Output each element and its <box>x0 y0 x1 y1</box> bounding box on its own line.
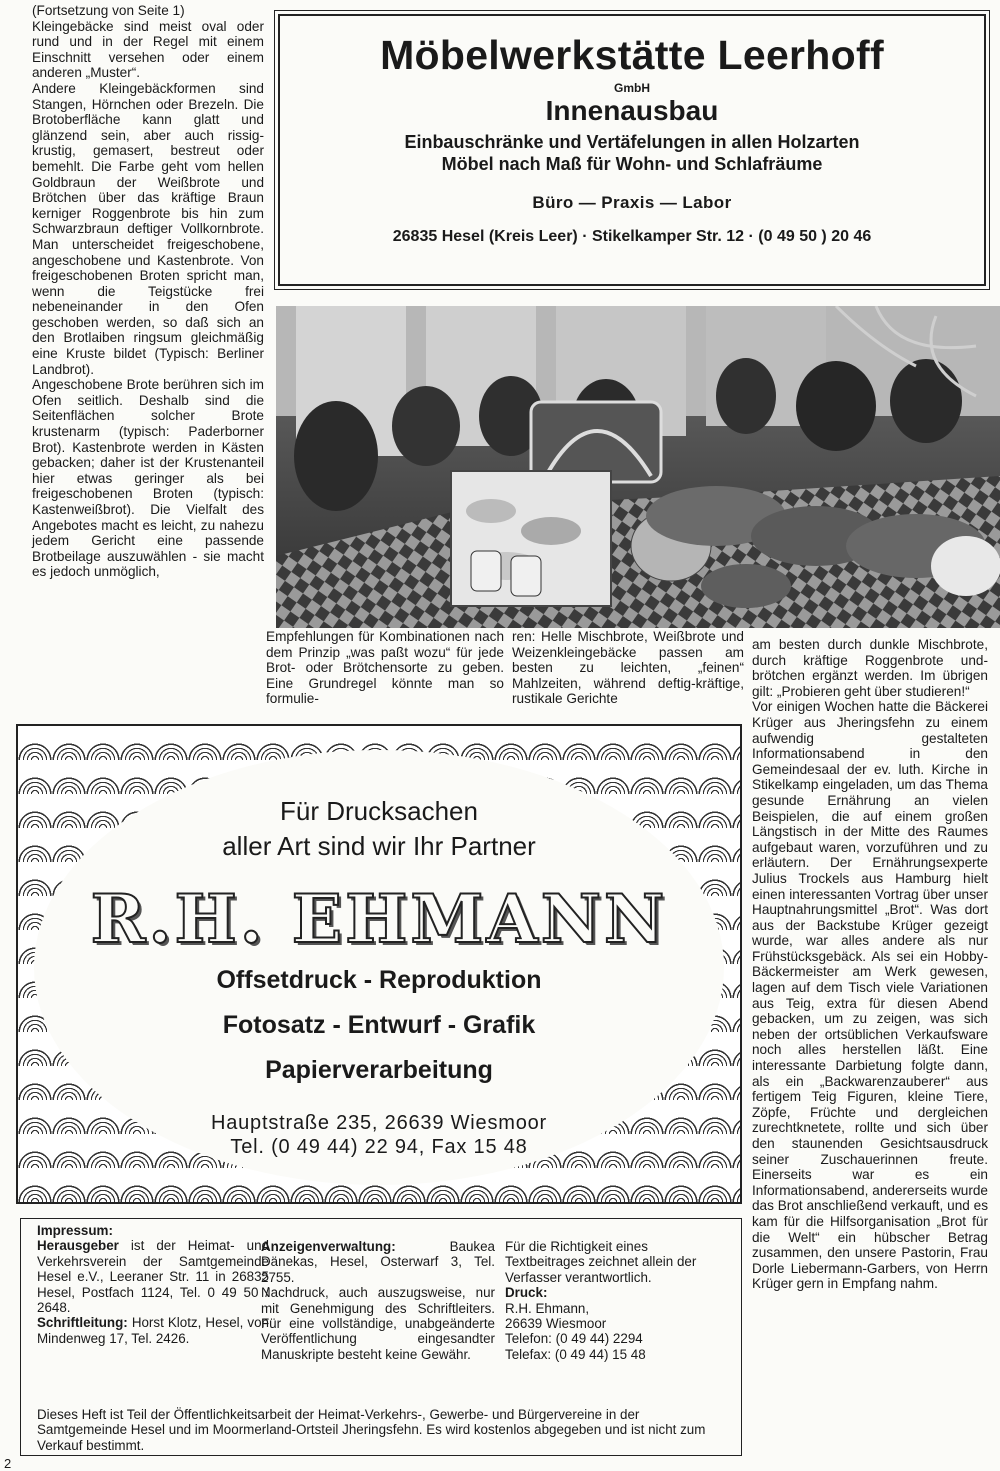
ad-ehmann-line2: aller Art sind wir Ihr Partner <box>222 831 536 861</box>
article-left-column: (Fortsetzung von Seite 1) Kleingebäcke sind meist oval oder rund und in der Regel mit einem Einschnitt versehen oder einem anderen „Muster“. Andere Kleingebäckformen sind Stangen, Hörnchen oder Brezeln. Die Brotoberfläche kann glatt und glänzend sein, aber auch rissig-krustig, gemasert, bestreut oder bemehlt. Die Farbe geht vom hellen Goldbraun der Weißbrote und Brötchen über das kräftige Braun kerniger Roggenbrote bis hin zum Schwarzbraun deftiger Vollkornbrote. Man unterscheidet freigeschobene, angeschobene und Kastenbrote. Von freigeschobenen Broten spricht man, wenn die Teigstücke frei nebeneinander in den Ofen geschoben werden, so daß sich an den Brotlaiben ringsum gleichmäßig eine Kruste bildet (Typisch: Berliner Landbrot). Angeschobene Brote berühren sich im Ofen seitlich. Deshalb sind die Seitenflächen solcher Brote krustenarm (typisch: Paderborner Brot). Kastenbrote werden in Kästen gebacken; daher ist der Krustenanteil hier etwas geringer als bei freigeschobenen Broten (typisch: Kastenweißbrot). Die Vielfalt des Angebotes macht es leicht, zu nahezu jedem Gericht eine passende Brotbeilage auszuwählen - sie macht es jedoch unmöglich, <box>32 3 264 580</box>
impressum-anzeigen-text: Baukea Dänekas, Hesel, Osterwarf 3, Tel. 2755. Nachdruck, auch auszugsweise, nur mit Genehmigung des Schriftleiters. Für eine vollständige, unabgeänderte Veröffentlichung eingesandter Manuskripte besteht keine Gewähr. <box>261 1239 495 1362</box>
impressum-anzeigen-label: Anzeigenverwaltung: <box>261 1239 396 1254</box>
ad-ehmann-address: Hauptstraße 235, 26639 Wiesmoor <box>210 1112 548 1134</box>
ad-ehmann-line1: Für Drucksachen <box>280 796 478 826</box>
impressum-col1 <box>37 1223 269 1346</box>
ad-ehmann-phone: Tel. (0 49 44) 22 94, Fax 15 48 <box>230 1136 528 1158</box>
ad-ehmann-service3: Papierverarbeitung <box>265 1056 493 1084</box>
ad-rh-ehmann <box>16 724 742 1204</box>
ad-ehmann-brand: R.H. EHMANN <box>90 880 668 958</box>
ad-leerhoff-name: Möbelwerkstätte Leerhoff <box>380 32 884 78</box>
page-number: 2 <box>4 1456 12 1471</box>
ad-leerhoff-address: 26835 Hesel (Kreis Leer) · Stikelkamper Str. 12 · (0 49 50 ) 20 46 <box>392 228 872 245</box>
article-column-2: Empfehlungen für Kombinationen nach dem Prinzip „was paßt wozu“ für jede Brot- oder Brötchensorte zu geben. Eine Grundregel könnte man so formulie- <box>266 629 504 707</box>
impressum-title: Impressum: <box>37 1223 113 1238</box>
ad-ehmann-service2: Fotosatz - Entwurf - Grafik <box>222 1011 536 1039</box>
ad-leerhoff-subtitle: Innenausbau <box>545 95 719 126</box>
ad-moebelwerkstaette-leerhoff <box>278 14 986 286</box>
impressum-footer: Dieses Heft ist Teil der Öffentlichkeitsarbeit der Heimat-Verkehrs-, Gewerbe- und Bürgervereine in der Samtgemeinde Hesel und im Moormerland-Ortsteil Jheringsfehn. Es wird kostenlos abgegeben und ist nicht zum Verkauf bestimmt. <box>37 1407 706 1453</box>
impressum-richtigkeit-text: Für die Richtigkeit eines Textbeitrages zeichnet allein der Verfasser verantwortlich. <box>505 1239 697 1285</box>
impressum-herausgeber-text: ist der Heimat- und Verkehrsverein der Samtgemeinde Hesel e.V., Leeraner Str. 11 in 26835 Hesel, Postfach 1124, Tel. 0 49 50 / 2648. <box>37 1238 269 1316</box>
impressum-druck-label: Druck: <box>505 1285 548 1301</box>
impressum-herausgeber-label: Herausgeber <box>37 1238 119 1254</box>
ad-leerhoff-legal: GmbH <box>614 81 650 95</box>
event-photo <box>276 306 1000 628</box>
ad-leerhoff-line2: Möbel nach Maß für Wohn- und Schlafräume <box>441 154 823 174</box>
ad-ehmann-oval <box>34 750 724 1185</box>
ad-leerhoff-line1: Einbauschränke und Vertäfelungen in allen Holzarten <box>404 132 860 152</box>
article-column-3: ren: Helle Mischbrote, Weißbrote und Weizenkleingebäcke passen am besten zu leichten, „feinen“ Mahlzeiten, während deftig-kräftige, rustikale Gerichte <box>512 629 744 707</box>
article-column-4: am besten durch dunkle Mischbrote, durch kräftige Roggenbrote und- brötchen ergänzt werden. Im übrigen gilt: „Probieren geht über studieren!“ Vor einigen Wochen hatte die Bäckerei Krüger aus Jheringsfehn zu einem aufwendig gestalteten Informationsabend in den Gemeindesaal der ev. luth. Kirche in Stikelkamp eingeladen, um das Thema gesunde Ernährung an vielen Beispielen, die auf einem großen Längstisch in der Mitte des Raumes aufgebaut waren, vorzuführen und zu erläutern. Der Ernährungsexperte Julius Trockels aus Hamburg hielt einen interessanten Vortrag über unser Hauptnahrungsmittel „Brot“. Was dort aus der Backstube Krüger gezeigt wurde, war alles andere als nur Frühstücksgebäck. Als sei ein Hobby-Bäckermeister am Werk gewesen, lagen auf dem Tisch viele Variationen aus Teig, extra für diesen Abend gebacken, um zu zeigen, was sich neben der ortsüblichen Verkaufsware noch alles herstellen läßt. Eine interessante Darbietung folgte dann, als ein „Backwarenzauberer“ aus fertigem Teig Figuren, kleine Tiere, Zöpfe, Früchte und dergleichen zurechtknetete, rollte und sich über den staunenden Gesichtsausdruck seiner Zuschauerinnen freute. Einerseits war es ein Informationsabend, andererseits wurde das Brot anschließend verkauft, und es kam für die Hilfsorganisation „Brot für die Welt“ ein hübscher Betrag zusammen, den unsere Pastorin, Frau Dorle Liebermann-Garbers, von Herrn Krüger gern in Empfang nahm. <box>752 637 988 1292</box>
ad-leerhoff-line3: Büro — Praxis — Labor <box>532 193 732 212</box>
impressum-schriftleitung-label: Schriftleitung: <box>37 1315 128 1331</box>
impressum-box <box>20 1218 742 1456</box>
ad-ehmann-service1: Offsetdruck - Reproduktion <box>216 966 542 994</box>
impressum-schriftleitung-text: Horst Klotz, Hesel, von Mindenweg 17, Tel. 2426. <box>37 1315 269 1346</box>
impressum-col2 <box>261 1239 495 1362</box>
impressum-col3 <box>505 1239 727 1362</box>
event-photo-image <box>276 306 1000 628</box>
impressum-druck-text: R.H. Ehmann, 26639 Wiesmoor Telefon: (0 49 44) 2294 Telefax: (0 49 44) 15 48 <box>505 1300 646 1362</box>
